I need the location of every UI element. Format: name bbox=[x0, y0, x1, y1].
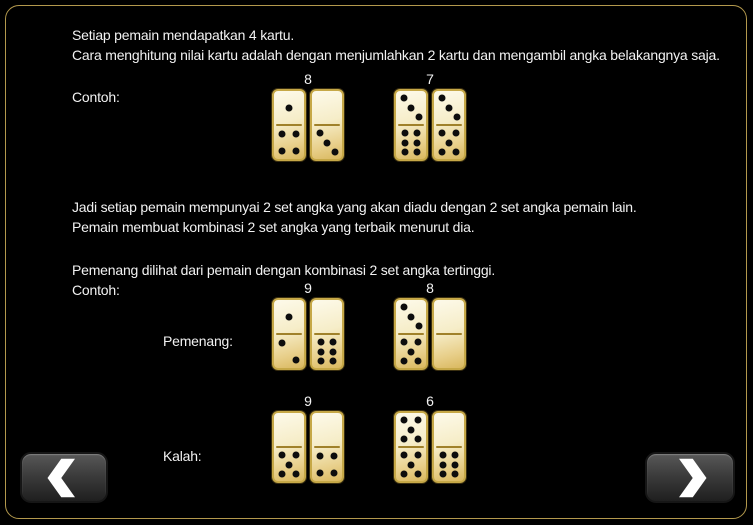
domino-pair-example1-first bbox=[272, 71, 344, 161]
next-page-button[interactable] bbox=[645, 452, 735, 503]
winner-rule-line: Pemenang dilihat dari pemain dengan kombinasi 2 set angka tertinggi. bbox=[72, 262, 496, 278]
chevron-right-icon bbox=[668, 456, 712, 500]
intro-line-1: Setiap pemain mendapatkan 4 kartu. bbox=[72, 27, 295, 43]
pair-total: 8 bbox=[426, 280, 434, 296]
domino-card bbox=[394, 298, 428, 370]
intro-line-2: Cara menghitung nilai kartu adalah dengan menjumlahkan 2 kartu dan mengambil angka belakangnya saja. bbox=[72, 47, 720, 63]
domino-card bbox=[394, 411, 428, 483]
chevron-left-icon bbox=[42, 456, 86, 500]
domino-card bbox=[272, 411, 306, 483]
domino-card bbox=[272, 89, 306, 161]
pair-total: 9 bbox=[304, 280, 312, 296]
pair-cards bbox=[272, 411, 344, 483]
prev-page-button[interactable] bbox=[20, 452, 108, 503]
domino-pair-example1-second bbox=[394, 71, 466, 161]
loser-label: Kalah: bbox=[163, 448, 202, 464]
domino-card bbox=[432, 411, 466, 483]
middle-line-2: Pemain membuat kombinasi 2 set angka yang terbaik menurut dia. bbox=[72, 219, 475, 235]
winner-label: Pemenang: bbox=[163, 333, 233, 349]
pair-cards bbox=[394, 298, 466, 370]
domino-card bbox=[310, 411, 344, 483]
domino-pair-winner-second bbox=[394, 280, 466, 370]
example2-label: Contoh: bbox=[72, 282, 120, 298]
middle-line-1: Jadi setiap pemain mempunyai 2 set angka yang akan diadu dengan 2 set angka pemain lain. bbox=[72, 199, 637, 215]
domino-card bbox=[310, 298, 344, 370]
pair-total: 6 bbox=[426, 393, 434, 409]
pair-cards bbox=[394, 411, 466, 483]
domino-pair-winner-first bbox=[272, 280, 344, 370]
domino-card bbox=[272, 298, 306, 370]
domino-card bbox=[432, 298, 466, 370]
pair-total: 7 bbox=[426, 71, 434, 87]
domino-card bbox=[394, 89, 428, 161]
example1-label: Contoh: bbox=[72, 89, 120, 105]
pair-cards bbox=[272, 89, 344, 161]
domino-pair-loser-second bbox=[394, 393, 466, 483]
pair-cards bbox=[394, 89, 466, 161]
pair-cards bbox=[272, 298, 344, 370]
pair-total: 8 bbox=[304, 71, 312, 87]
pair-total: 9 bbox=[304, 393, 312, 409]
domino-card bbox=[432, 89, 466, 161]
domino-pair-loser-first bbox=[272, 393, 344, 483]
domino-card bbox=[310, 89, 344, 161]
